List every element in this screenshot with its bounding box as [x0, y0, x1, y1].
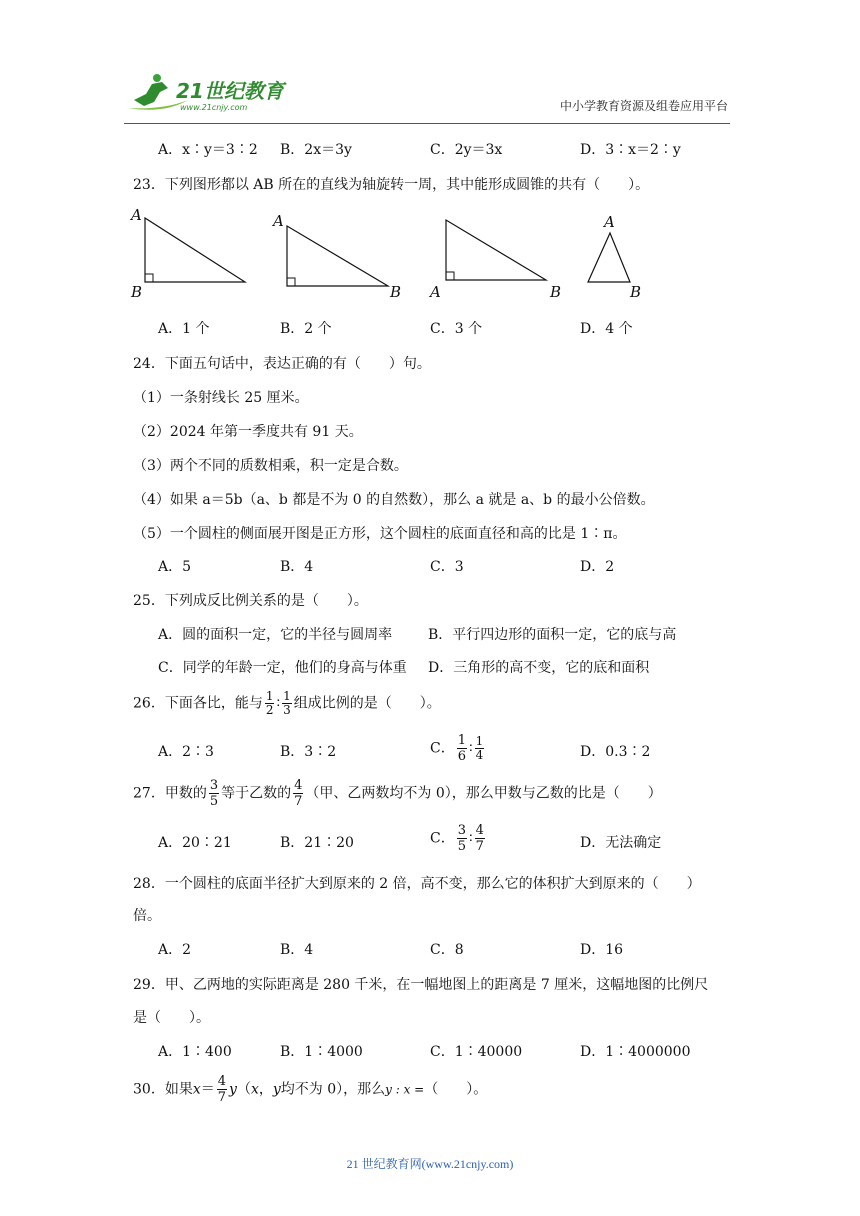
q29-stem-line1: 29．甲、乙两地的实际距离是 280 千米，在一幅地图上的距离是 7 厘米，这幅地图的比例尺 — [133, 977, 709, 993]
triangle-figure-4 — [588, 213, 641, 301]
q22-option-d: D．3∶x＝2∶y — [580, 142, 681, 158]
q26-option-d: D．0.3∶2 — [580, 744, 651, 760]
q24-item-5: （5）一个圆柱的侧面展开图是正方形，这个圆柱的底面直径和高的比是 1∶π。 — [133, 526, 627, 542]
fraction: $\frac{1}{2}$ — [265, 689, 274, 717]
q28-option-d: D．16 — [580, 942, 624, 958]
q23-stem: 23．下列图形都以 AB 所在的直线为轴旋转一周，其中能形成圆锥的共有（ ）。 — [133, 177, 650, 193]
fig3-label-a: A — [430, 283, 441, 301]
q29-option-c: C．1∶40000 — [430, 1044, 523, 1060]
fig4-label-b: B — [630, 283, 642, 301]
q23-figures — [120, 200, 680, 304]
fraction: $\frac{1}{4}$ — [475, 734, 484, 762]
q24-stem: 24．下面五句话中，表达正确的有（ ）句。 — [133, 356, 431, 372]
fraction: $\frac{1}{3}$ — [283, 689, 291, 717]
q29-option-a: A．1∶400 — [158, 1044, 232, 1060]
q22-option-b: B．2x＝3y — [280, 142, 352, 158]
fraction: $\frac{4}{7}$ — [294, 778, 303, 809]
q24-item-3: （3）两个不同的质数相乘，积一定是合数。 — [133, 458, 408, 474]
q22-option-a: A．x∶y＝3∶2 — [158, 142, 258, 158]
q27-option-c: C． $\frac{3}{5}$ ∶ $\frac{4}{7}$ — [430, 823, 484, 854]
q24-option-c: C．3 — [430, 559, 464, 575]
q23-option-d: D．4 个 — [580, 321, 633, 337]
runner-logo-icon — [124, 70, 294, 114]
q28-option-a: A．2 — [158, 942, 192, 958]
q27-stem: 27．甲数的 $\frac{3}{5}$ 等于乙数的 $\frac{4}{7}$ （甲、乙两数均不为 0），那么甲数与乙数的比是（ ） — [133, 778, 662, 809]
q28-stem-line2: 倍。 — [133, 908, 161, 924]
q26-option-a: A．2∶3 — [158, 744, 214, 760]
fraction: $\frac{1}{6}$ — [457, 733, 466, 764]
fig1-label-b: B — [131, 283, 143, 301]
q27-option-d: D．无法确定 — [580, 835, 662, 851]
q24-option-a: A．5 — [158, 559, 192, 575]
q28-option-b: B．4 — [280, 942, 314, 958]
q25-stem: 25．下列成反比例关系的是（ ）。 — [133, 593, 368, 609]
header-divider — [124, 123, 730, 124]
platform-name: 中小学教育资源及组卷应用平台 — [559, 99, 728, 113]
q26-stem: 26．下面各比，能与 $\frac{1}{2}$ ∶ $\frac{1}{3}$ 组成比例的是（ ）。 — [133, 689, 441, 717]
fraction: $\frac{4}{7}$ — [217, 1074, 227, 1105]
q26-option-c: C． $\frac{1}{6}$ ∶ $\frac{1}{4}$ — [430, 733, 484, 764]
q23-option-c: C．3 个 — [430, 321, 483, 337]
triangle-figure-1 — [129, 206, 245, 301]
fig2-label-a: A — [273, 212, 284, 230]
fig1-label-a: A — [131, 206, 142, 224]
logo-text: 21世纪教育 — [176, 79, 284, 103]
q29-option-d: D．1∶4000000 — [580, 1044, 691, 1060]
q30-stem: 30．如果x＝ $\frac{4}{7}$ y（x，y均不为 0），那么y : x =（ ）。 — [133, 1074, 488, 1105]
q24-item-1: （1）一条射线长 25 厘米。 — [133, 390, 309, 406]
q23-option-b: B．2 个 — [280, 321, 332, 337]
q27-option-b: B．21∶20 — [280, 835, 354, 851]
q24-item-2: （2）2024 年第一季度共有 91 天。 — [133, 424, 363, 440]
fig3-label-b: B — [550, 283, 562, 301]
fig4-label-a: A — [604, 213, 615, 231]
triangle-figure-2 — [271, 212, 401, 301]
q22-option-c: C．2y＝3x — [430, 142, 503, 158]
q25-option-c: C．同学的年龄一定，他们的身高与体重 — [158, 660, 407, 676]
logo-url: www.21cnjy.com — [180, 103, 248, 112]
q24-item-4: （4）如果 a＝5b（a、b 都是不为 0 的自然数），那么 a 就是 a、b 的最小公倍数。 — [133, 492, 655, 508]
triangle-figure-3 — [428, 220, 561, 301]
fraction: $\frac{4}{7}$ — [475, 823, 484, 854]
q28-stem-line1: 28．一个圆柱的底面半径扩大到原来的 2 倍，高不变，那么它的体积扩大到原来的（ ） — [133, 876, 701, 892]
q24-option-d: D．2 — [580, 559, 615, 575]
q24-option-b: B．4 — [280, 559, 314, 575]
site-logo — [124, 70, 294, 114]
fraction: $\frac{3}{5}$ — [209, 778, 219, 809]
fraction: $\frac{3}{5}$ — [457, 823, 466, 854]
q25-option-b: B．平行四边形的面积一定，它的底与高 — [428, 627, 677, 643]
fig2-label-b: B — [390, 283, 402, 301]
q23-option-a: A．1 个 — [158, 321, 210, 337]
q26-option-b: B．3∶2 — [280, 744, 337, 760]
q29-option-b: B．1∶4000 — [280, 1044, 363, 1060]
footer-link[interactable]: 21 世纪教育网(www.21cnjy.com) — [346, 1157, 514, 1171]
q28-option-c: C．8 — [430, 942, 464, 958]
q27-option-a: A．20∶21 — [158, 835, 232, 851]
q25-option-a: A．圆的面积一定，它的半径与圆周率 — [158, 627, 393, 643]
q29-stem-line2: 是（ ）。 — [133, 1010, 210, 1026]
q25-option-d: D．三角形的高不变，它的底和面积 — [428, 660, 650, 676]
